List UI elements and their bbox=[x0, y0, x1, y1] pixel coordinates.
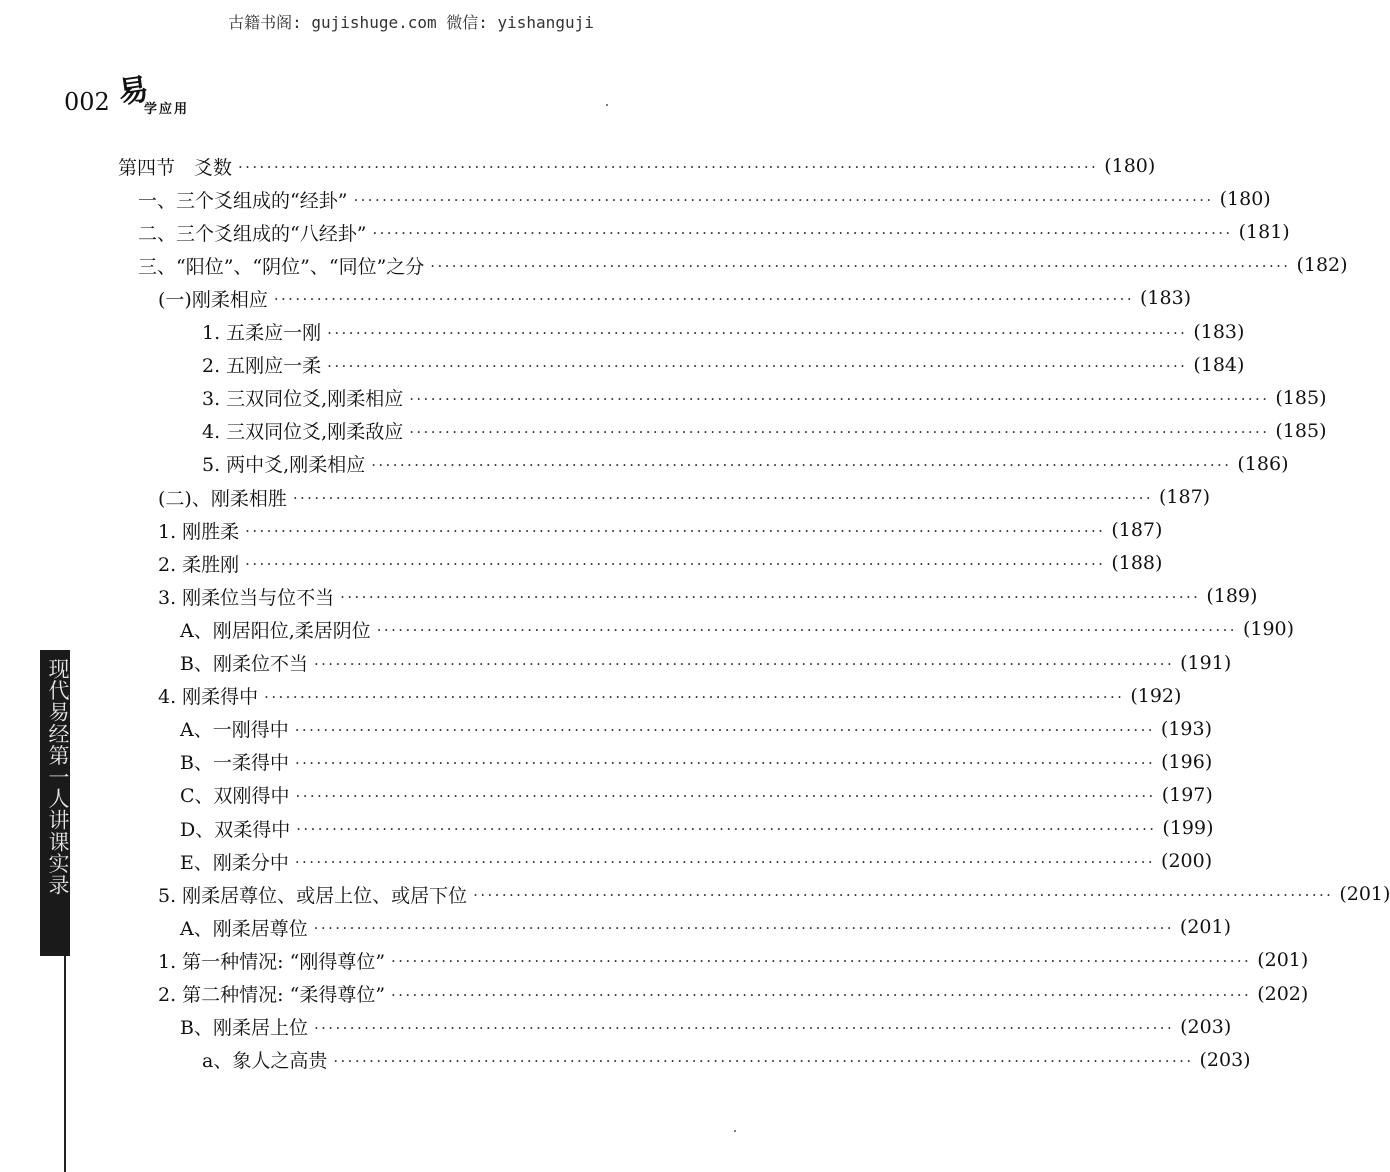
toc-entry-page: (183) bbox=[1140, 287, 1192, 310]
toc-entry-page: (197) bbox=[1161, 783, 1213, 806]
spine-title: 现代易经第一人讲课实录 bbox=[46, 658, 70, 896]
toc-entry bbox=[202, 450, 1289, 478]
toc-entry-title: 一、三个爻组成的“经卦” bbox=[138, 189, 348, 212]
toc-entry-title: E、刚柔分中 bbox=[180, 851, 289, 874]
toc-entry bbox=[202, 351, 1245, 379]
toc-entry-title: 3. 三双同位爻,刚柔相应 bbox=[202, 388, 404, 411]
toc-entry-page: (200) bbox=[1161, 850, 1213, 873]
toc-entry bbox=[158, 682, 1182, 710]
toc-entry-title: 5. 刚柔居尊位、或居上位、或居下位 bbox=[158, 884, 468, 907]
toc-entry-title: (二)、刚柔相胜 bbox=[158, 487, 287, 510]
toc-leader-dots: ························································································································ bbox=[296, 820, 1157, 838]
toc-entry-title: C、双刚得中 bbox=[180, 785, 290, 808]
toc-leader-dots: ························································································································ bbox=[353, 191, 1214, 210]
toc-entry-page: (193) bbox=[1160, 717, 1212, 740]
toc-leader-dots: ························································································································ bbox=[430, 257, 1291, 276]
toc-entry-page: (190) bbox=[1242, 618, 1295, 641]
toc-entry-title: 3. 刚柔位当与位不当 bbox=[158, 586, 335, 609]
toc-leader-dots: ························································································································ bbox=[313, 1018, 1175, 1037]
toc-entry-page: (180) bbox=[1104, 155, 1156, 177]
spine-rule bbox=[64, 956, 66, 1172]
toc-entry bbox=[180, 649, 1232, 677]
toc-entry-page: (201) bbox=[1179, 916, 1231, 939]
toc-entry-title: a、象人之高贵 bbox=[202, 1050, 328, 1073]
toc-entry-page: (181) bbox=[1238, 221, 1290, 244]
toc-leader-dots: ························································································································ bbox=[238, 158, 1099, 176]
toc-entry bbox=[202, 417, 1327, 445]
scan-speck bbox=[734, 1130, 736, 1132]
toc-leader-dots: ························································································································ bbox=[371, 455, 1232, 474]
toc-entry-title: 4. 三双同位爻,刚柔敌应 bbox=[202, 421, 404, 444]
toc-entry-page: (184) bbox=[1193, 353, 1245, 376]
toc-leader-dots: ························································································································ bbox=[245, 555, 1106, 574]
toc-entry-title: 2. 柔胜刚 bbox=[158, 553, 240, 576]
toc-leader-dots: ························································································································ bbox=[340, 588, 1201, 607]
toc-entry-page: (180) bbox=[1219, 188, 1271, 211]
toc-entry-page: (201) bbox=[1339, 883, 1390, 906]
toc-entry bbox=[180, 781, 1213, 809]
toc-entry bbox=[138, 185, 1271, 213]
toc-entry-title: B、刚柔居上位 bbox=[180, 1017, 308, 1040]
page-number: 002 bbox=[64, 88, 110, 116]
toc-leader-dots: ························································································································ bbox=[473, 886, 1334, 905]
toc-entry-title: D、双柔得中 bbox=[180, 818, 291, 841]
toc-entry-page: (185) bbox=[1275, 419, 1327, 442]
spine-banner bbox=[40, 650, 70, 956]
toc-entry bbox=[180, 748, 1213, 776]
toc-entry bbox=[202, 1046, 1251, 1074]
toc-entry-page: (186) bbox=[1237, 452, 1289, 475]
toc-entry bbox=[158, 549, 1163, 577]
toc-entry-title: 二、三个爻组成的“八经卦” bbox=[138, 222, 367, 245]
toc-leader-dots: ························································································································ bbox=[327, 356, 1188, 375]
toc-entry-title: B、一柔得中 bbox=[180, 752, 289, 775]
toc-leader-dots: ························································································································ bbox=[295, 786, 1156, 805]
toc-entry bbox=[158, 980, 1309, 1008]
toc-entry-page: (189) bbox=[1206, 585, 1258, 608]
toc-entry bbox=[158, 483, 1211, 511]
toc-entry bbox=[158, 582, 1258, 610]
toc-leader-dots: ························································································································ bbox=[376, 621, 1237, 640]
toc-entry-page: (185) bbox=[1275, 386, 1327, 409]
toc-entry-title: 1. 刚胜柔 bbox=[158, 520, 240, 543]
scan-speck bbox=[606, 104, 608, 106]
toc-leader-dots: ························································································································ bbox=[292, 489, 1153, 507]
toc-leader-dots: ························································································································ bbox=[409, 422, 1270, 441]
toc-entry-title: (一)刚柔相应 bbox=[158, 288, 268, 311]
toc-leader-dots: ························································································································ bbox=[372, 224, 1233, 243]
toc-entry bbox=[180, 847, 1213, 875]
toc-leader-dots: ························································································································ bbox=[294, 720, 1155, 739]
toc-leader-dots: ························································································································ bbox=[294, 753, 1156, 772]
toc-entry-page: (183) bbox=[1193, 320, 1245, 343]
toc-entry bbox=[138, 218, 1290, 246]
toc-entry-page: (187) bbox=[1111, 519, 1163, 542]
toc-leader-dots: ························································································································ bbox=[327, 323, 1188, 342]
toc-entry-page: (182) bbox=[1296, 254, 1348, 277]
toc-entry-title: 2. 五刚应一柔 bbox=[202, 355, 322, 378]
toc-entry bbox=[180, 715, 1212, 743]
toc-leader-dots: ························································································································ bbox=[391, 985, 1252, 1004]
toc-entry-title: 第四节 爻数 bbox=[118, 156, 233, 179]
toc-entry-page: (203) bbox=[1180, 1015, 1232, 1038]
toc-leader-dots: ························································································································ bbox=[294, 853, 1156, 872]
toc-leader-dots: ························································································································ bbox=[264, 687, 1125, 706]
toc-entry-page: (191) bbox=[1180, 651, 1232, 674]
toc-entry-title: 2. 第二种情况: “柔得尊位” bbox=[158, 984, 386, 1006]
toc-entry-title: A、刚柔居尊位 bbox=[180, 917, 308, 940]
toc-entry bbox=[138, 251, 1348, 279]
toc-entry bbox=[118, 152, 1156, 180]
toc-entry bbox=[158, 880, 1390, 908]
logo-subtitle: 学应用 bbox=[144, 102, 190, 117]
toc-entry-page: (187) bbox=[1159, 486, 1211, 508]
toc-entry-title: 4. 刚柔得中 bbox=[158, 686, 259, 709]
book-logo bbox=[110, 66, 200, 116]
toc-entry-page: (188) bbox=[1111, 552, 1163, 575]
toc-entry-page: (192) bbox=[1130, 684, 1182, 707]
toc-entry bbox=[180, 615, 1295, 643]
toc-entry bbox=[202, 318, 1245, 346]
toc-leader-dots: ························································································································ bbox=[273, 290, 1134, 309]
toc-entry-title: B、刚柔位不当 bbox=[180, 653, 308, 675]
toc-entry bbox=[158, 946, 1309, 974]
toc-entry bbox=[180, 913, 1231, 941]
toc-entry-title: 5. 两中爻,刚柔相应 bbox=[202, 454, 366, 477]
toc-entry-title: A、刚居阳位,柔居阴位 bbox=[180, 619, 371, 642]
toc-entry bbox=[158, 284, 1192, 312]
toc-entry bbox=[202, 384, 1327, 412]
toc-entry-title: A、一刚得中 bbox=[180, 719, 289, 742]
watermark-header: 古籍书阁: gujishuge.com 微信: yishanguji bbox=[228, 13, 594, 32]
toc-entry bbox=[180, 814, 1214, 842]
toc-leader-dots: ························································································································ bbox=[391, 952, 1252, 971]
toc-entry-title: 1. 五柔应一刚 bbox=[202, 322, 322, 344]
toc-entry-page: (202) bbox=[1257, 982, 1309, 1005]
toc-leader-dots: ························································································································ bbox=[313, 654, 1175, 673]
toc-entry-title: 三、“阳位”、“阴位”、“同位”之分 bbox=[138, 255, 425, 278]
toc-leader-dots: ························································································································ bbox=[313, 919, 1174, 938]
toc-leader-dots: ························································································································ bbox=[333, 1051, 1194, 1070]
toc-entry-page: (203) bbox=[1199, 1048, 1251, 1071]
toc-entry-page: (201) bbox=[1257, 949, 1309, 972]
toc-entry-page: (196) bbox=[1161, 750, 1213, 773]
toc-leader-dots: ························································································································ bbox=[409, 389, 1270, 408]
toc-entry bbox=[180, 1013, 1232, 1041]
toc-entry-title: 1. 第一种情况: “刚得尊位” bbox=[158, 950, 386, 973]
toc-entry-page: (199) bbox=[1162, 817, 1214, 839]
toc-entry bbox=[158, 516, 1163, 544]
logo-main-char: 易 bbox=[116, 72, 151, 111]
toc-leader-dots: ························································································································ bbox=[245, 522, 1106, 541]
